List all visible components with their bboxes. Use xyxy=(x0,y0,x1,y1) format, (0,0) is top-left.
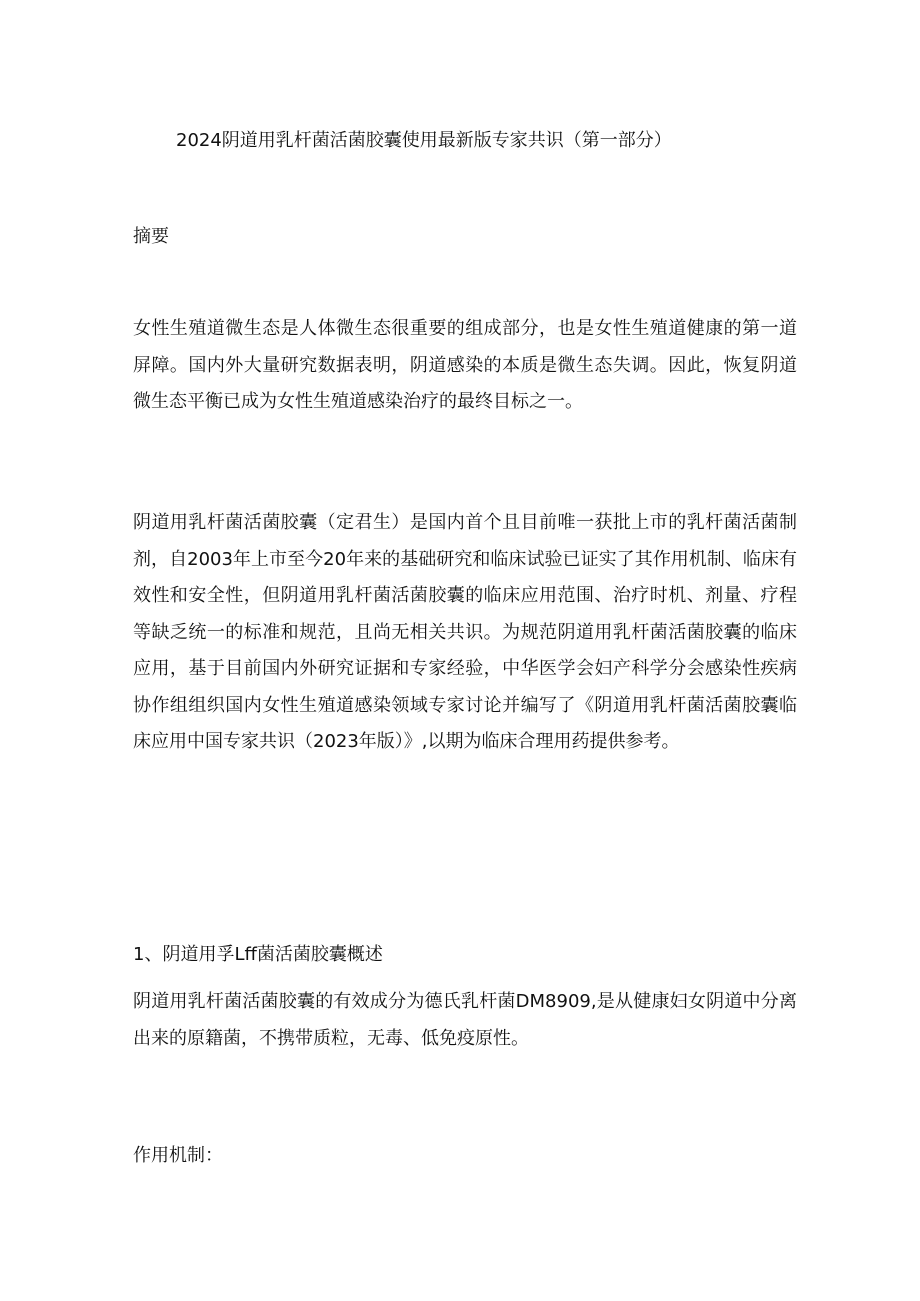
section-heading-overview: 1、阴道用孚Lff菌活菌胶囊概述 xyxy=(133,944,383,965)
paragraph-product-background: 阴道用乳杆菌活菌胶囊（定君生）是国内首个且目前唯一获批上市的乳杆菌活菌制剂，自2003年上市至今20年来的基础研究和临床试验已证实了其作用机制、临床有效性和安全性，但阴道用乳杆菌活菌胶囊的临床应用范围、治疗时机、剂量、疗程等缺乏统一的标准和规范，且尚无相关共识。为规范阴道用乳杆菌活菌胶囊的临床应用，基于目前国内外研究证据和专家经验，中华医学会妇产科学分会感染性疾病协作组组织国内女性生殖道感染领域专家讨论并编写了《阴道用乳杆菌活菌胶囊临床应用中国专家共识（2023年版）》,以期为临床合理用药提供参考。 xyxy=(133,512,797,752)
paragraph-active-ingredient: 阴道用乳杆菌活菌胶囊的有效成分为德氏乳杆菌DM8909,是从健康妇女阴道中分离出来的原籍菌，不携带质粒，无毒、低免疫原性。 xyxy=(133,991,797,1049)
paragraph-microecology: 女性生殖道微生态是人体微生态很重要的组成部分，也是女性生殖道健康的第一道屏障。国内外大量研究数据表明，阴道感染的本质是微生态失调。因此，恢复阴道微生态平衡已成为女性生殖道感染治疗的最终目标之一。 xyxy=(133,318,797,412)
mechanism-label: 作用机制： xyxy=(133,1145,223,1166)
document-title: 2024阴道用乳杆菌活菌胶囊使用最新版专家共识（第一部分） xyxy=(176,130,672,151)
abstract-heading: 摘要 xyxy=(133,226,169,247)
